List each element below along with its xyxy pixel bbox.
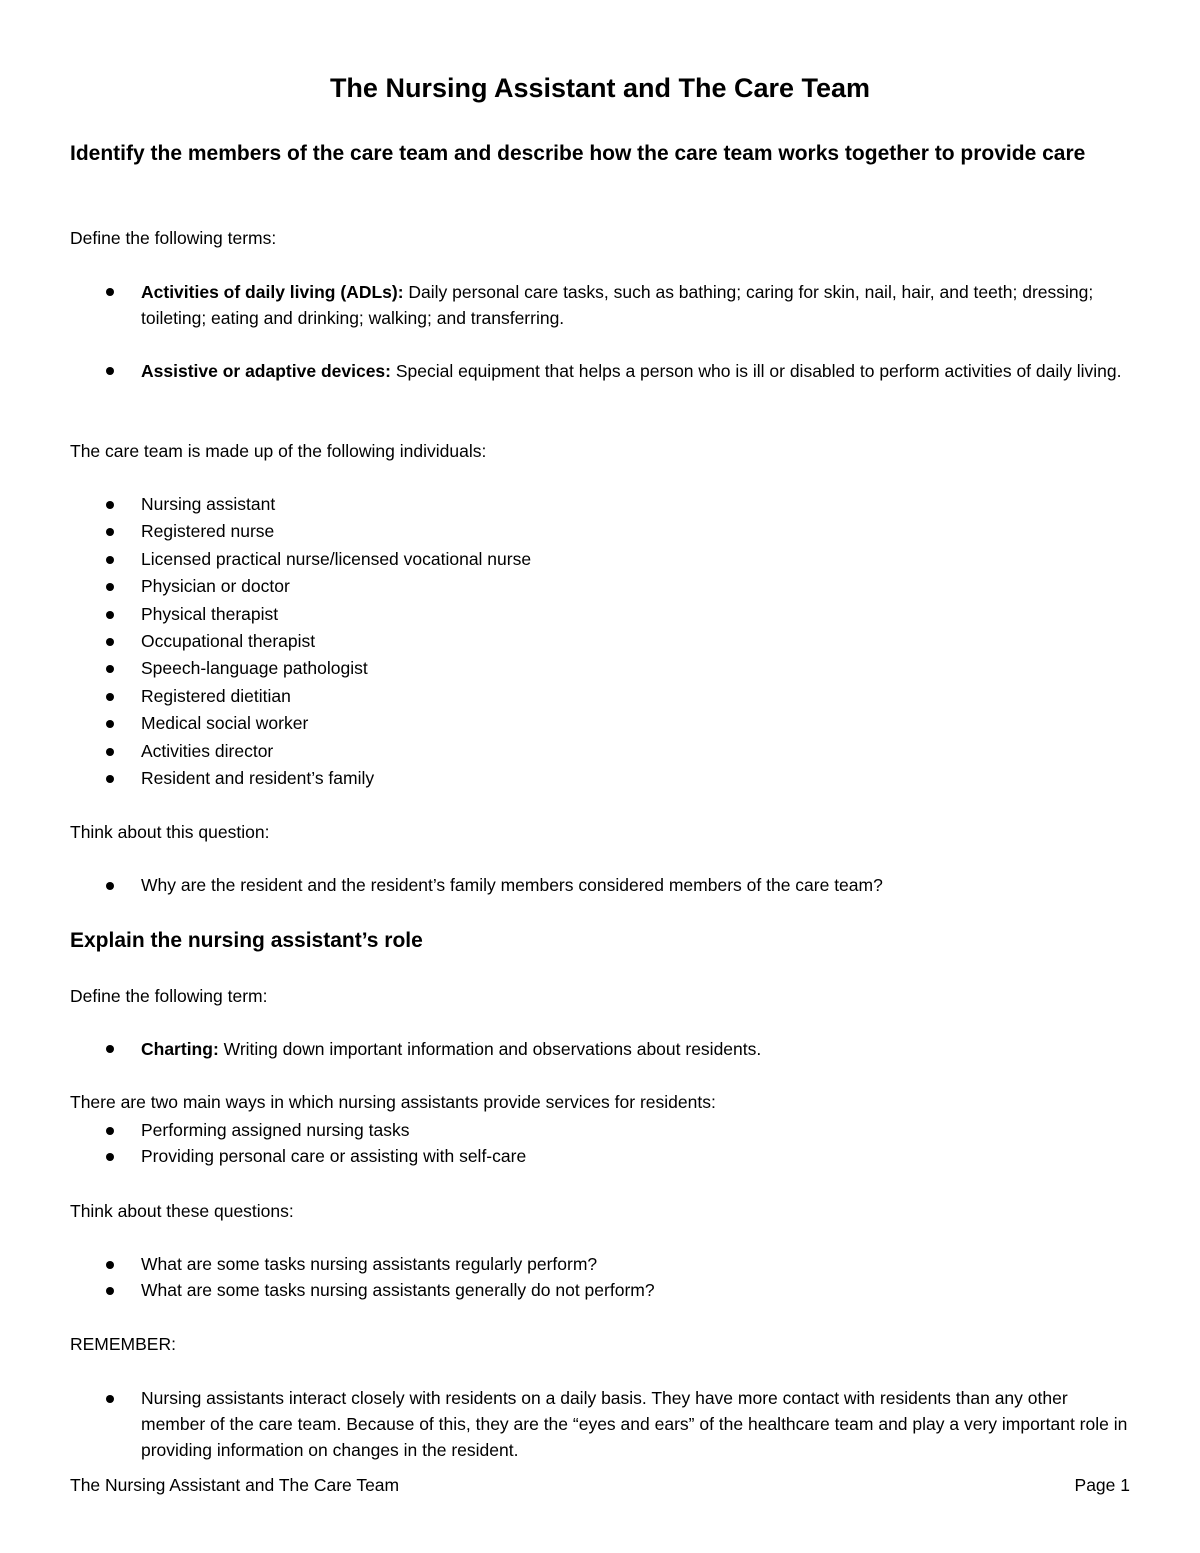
list-item (70, 628, 1130, 655)
list-item-text: Why are the resident and the resident’s family members considered members of the care team? (141, 875, 883, 895)
remember-list (70, 1385, 1130, 1463)
bullet-icon (106, 1153, 114, 1161)
bullet-icon (106, 882, 114, 890)
bullet-icon (106, 775, 114, 783)
list-item-text: Providing personal care or assisting with self-care (141, 1146, 527, 1166)
bullet-icon (106, 528, 114, 536)
define-terms-intro: Define the following terms: (70, 228, 277, 248)
list-item (70, 1277, 1130, 1303)
define-term-intro: Define the following term: (70, 986, 268, 1006)
page-number: Page 1 (1074, 1475, 1130, 1495)
list-item (70, 601, 1130, 628)
list-item (70, 1385, 1130, 1463)
bullet-icon (106, 1045, 114, 1053)
bullet-icon (106, 611, 114, 619)
term-charting-list (70, 1036, 1130, 1062)
footer-title: The Nursing Assistant and The Care Team (70, 1475, 400, 1495)
bullet-icon (106, 720, 114, 728)
term-definition: Special equipment that helps a person who is ill or disabled to perform activities of daily living. (390, 361, 1122, 381)
document-title: The Nursing Assistant and The Care Team (329, 73, 871, 103)
list-item-text: Registered dietitian (141, 685, 291, 706)
list-item (70, 518, 1130, 545)
list-item (70, 655, 1130, 682)
bullet-icon (106, 1261, 114, 1269)
list-item (70, 1143, 1130, 1169)
list-item (70, 546, 1130, 573)
list-item-text: Activities director (141, 740, 274, 761)
tasks-question-list (70, 1251, 1130, 1303)
term-item-charting (70, 1036, 1130, 1062)
list-item (70, 573, 1130, 600)
think-question-intro: Think about this question: (70, 822, 270, 842)
term-definition: Writing down important information and observations about residents. (218, 1039, 762, 1059)
term-definition: Daily personal care tasks, such as bathing; caring for skin, nail, hair, and teeth; dressing; toileting; eating and drinking; walking; and transferring. (141, 282, 1094, 328)
services-intro: There are two main ways in which nursing assistants provide services for residents: (70, 1092, 716, 1112)
care-team-list (70, 491, 1130, 792)
list-item-text: Physician or doctor (141, 576, 290, 597)
bullet-icon (106, 288, 114, 296)
list-item-text: Speech-language pathologist (141, 658, 368, 679)
list-item (70, 738, 1130, 765)
term-label: Assistive or adaptive devices: (141, 361, 391, 381)
bullet-icon (106, 665, 114, 673)
list-item-text: Resident and resident’s family (141, 768, 375, 789)
services-list (70, 1117, 1130, 1169)
bullet-icon (106, 638, 114, 646)
bullet-icon (106, 748, 114, 756)
think-questions-intro: Think about these questions: (70, 1201, 294, 1221)
list-item-text: Medical social worker (141, 713, 309, 734)
bullet-icon (106, 556, 114, 564)
term-label: Charting: (141, 1039, 219, 1059)
list-item (70, 1251, 1130, 1277)
list-item (70, 683, 1130, 710)
list-item-text: Occupational therapist (141, 631, 316, 652)
term-item-adls (70, 279, 1130, 331)
list-item-text: What are some tasks nursing assistants generally do not perform? (141, 1280, 655, 1300)
list-item-text: Nursing assistant (141, 494, 276, 514)
list-item-text: Nursing assistants interact closely with residents on a daily basis. They have more contact with residents than any other member of the care team. Because of this, they are the “eyes and ears” of the healthcare team and play a very important role in providing information on changes in the resident. (141, 1388, 1128, 1460)
list-item (70, 1117, 1130, 1143)
care-team-intro: The care team is made up of the following individuals: (70, 441, 487, 461)
list-item-text: Registered nurse (141, 521, 275, 542)
question-list (70, 872, 1130, 899)
bullet-icon (106, 367, 114, 375)
list-item-text: Licensed practical nurse/licensed vocational nurse (141, 548, 532, 569)
list-item-text: Physical therapist (141, 603, 279, 624)
terms-list (70, 279, 1130, 384)
bullet-icon (106, 1395, 114, 1403)
bullet-icon (106, 583, 114, 591)
section-heading-nursing-role: Explain the nursing assistant’s role (70, 929, 423, 952)
bullet-icon (106, 1287, 114, 1295)
list-item (70, 765, 1130, 792)
term-label: Activities of daily living (ADLs): (141, 282, 404, 302)
list-item (70, 872, 1130, 899)
list-item-text: Performing assigned nursing tasks (141, 1120, 410, 1140)
section-heading-care-team: Identify the members of the care team and describe how the care team works together to provide care (70, 142, 1086, 165)
list-item (70, 491, 1130, 518)
list-item (70, 710, 1130, 737)
list-item-text: What are some tasks nursing assistants regularly perform? (141, 1254, 598, 1274)
term-item-assistive-devices (70, 358, 1130, 384)
bullet-icon (106, 693, 114, 701)
bullet-icon (106, 501, 114, 509)
bullet-icon (106, 1127, 114, 1135)
remember-label: REMEMBER: (70, 1334, 176, 1354)
